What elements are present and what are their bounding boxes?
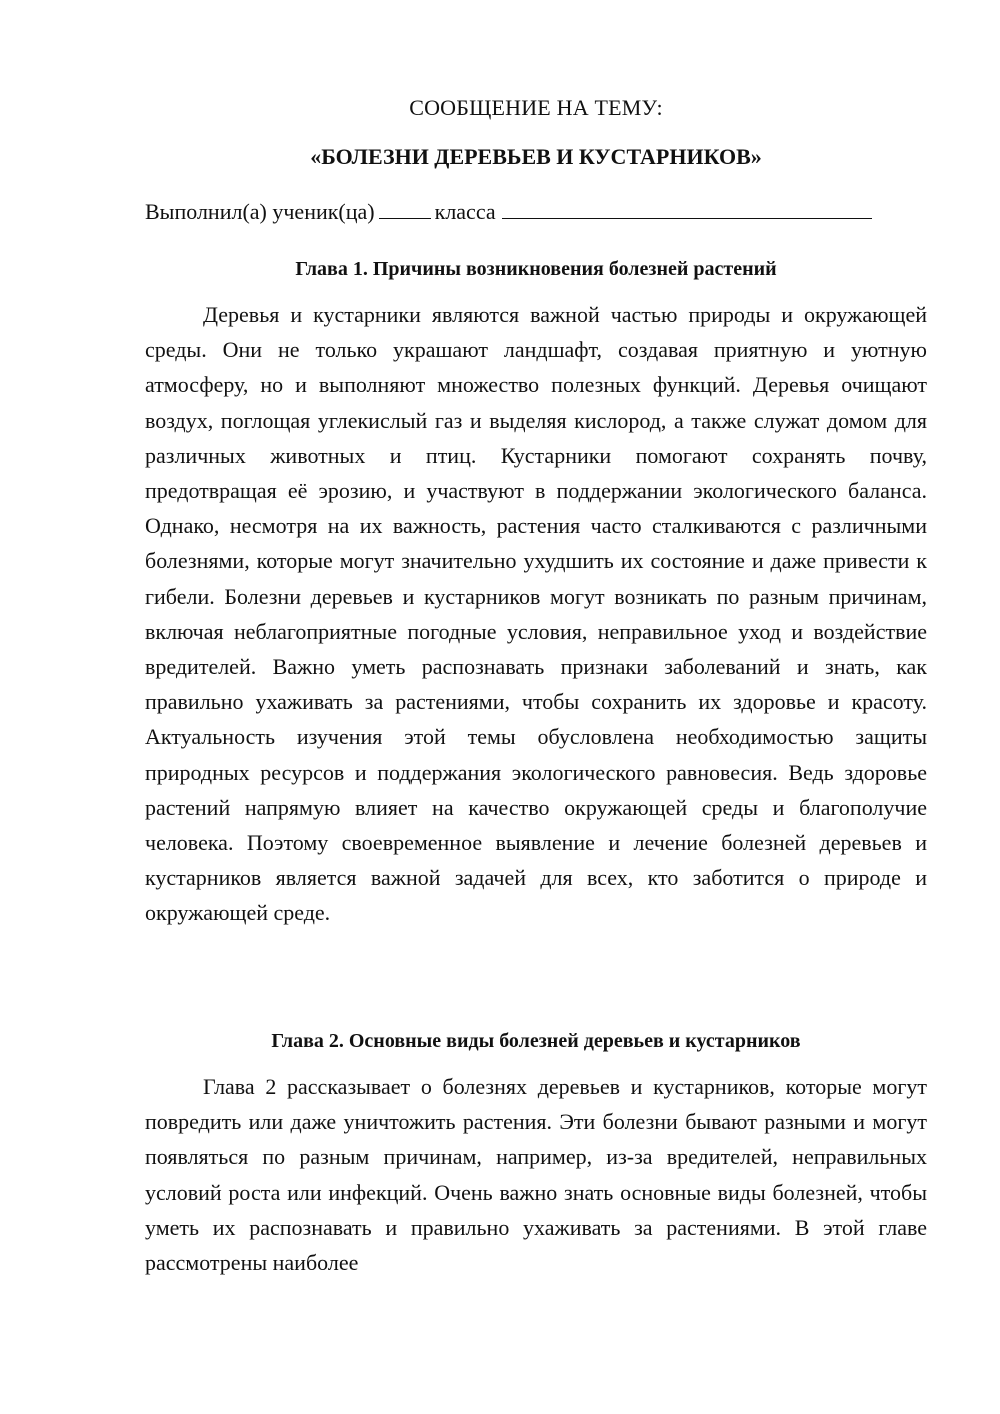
document-title-line-1: СООБЩЕНИЕ НА ТЕМУ: — [409, 95, 663, 120]
student-info-line — [145, 197, 927, 227]
class-label: класса — [434, 199, 496, 224]
class-number-blank — [379, 198, 431, 219]
chapter-2-paragraph: Глава 2 рассказывает о болезнях деревьев и кустарников, которые могут повредить или даже уничтожить растения. Эти болезни бывают разными и могут появляться по разным причинам, например, из-за вредителей, неправильных условий роста или инфекций. Очень важно знать основные виды болезней, чтобы уметь их распознавать и правильно ухаживать за растениями. В этой главе рассмотрены наиболее — [145, 1074, 927, 1276]
chapter-1-paragraph: Деревья и кустарники являются важной частью природы и окружающей среды. Они не только украшают ландшафт, создавая приятную и уютную атмосферу, но и выполняют множество полезных функций. Деревья очищают воздух, поглощая углекислый газ и выделяя кислород, а также служат домом для различных животных и птиц. Кустарники помогают сохранять почву, предотвращая её эрозию, и участвуют в поддержании экологического баланса. Однако, несмотря на их важность, растения часто сталкиваются с различными болезнями, которые могут значительно ухудшить их состояние и даже привести к гибели. Болезни деревьев и кустарников могут возникать по разным причинам, включая неблагоприятные погодные условия, неправильное уход и воздействие вредителей. Важно уметь распознавать признаки заболеваний и знать, как правильно ухаживать за растениями, чтобы сохранить их здоровье и красоту. Актуальность изучения этой темы обусловлена необходимостью защиты природных ресурсов и поддержания экологического равновесия. Ведь здоровье растений напрямую влияет на качество окружающей среды и благополучие человека. Поэтому своевременное выявление и лечение болезней деревьев и кустарников является важной задачей для всех, кто заботится о природе и окружающей среде. — [145, 302, 927, 926]
document-title-line-2: «БОЛЕЗНИ ДЕРЕВЬЕВ И КУСТАРНИКОВ» — [310, 144, 762, 169]
student-label: Выполнил(а) ученик(ца) — [145, 199, 375, 224]
student-name-blank — [502, 198, 872, 219]
chapter-1-heading: Глава 1. Причины возникновения болезней растений — [295, 258, 777, 280]
chapter-2-heading: Глава 2. Основные виды болезней деревьев и кустарников — [271, 1030, 801, 1052]
